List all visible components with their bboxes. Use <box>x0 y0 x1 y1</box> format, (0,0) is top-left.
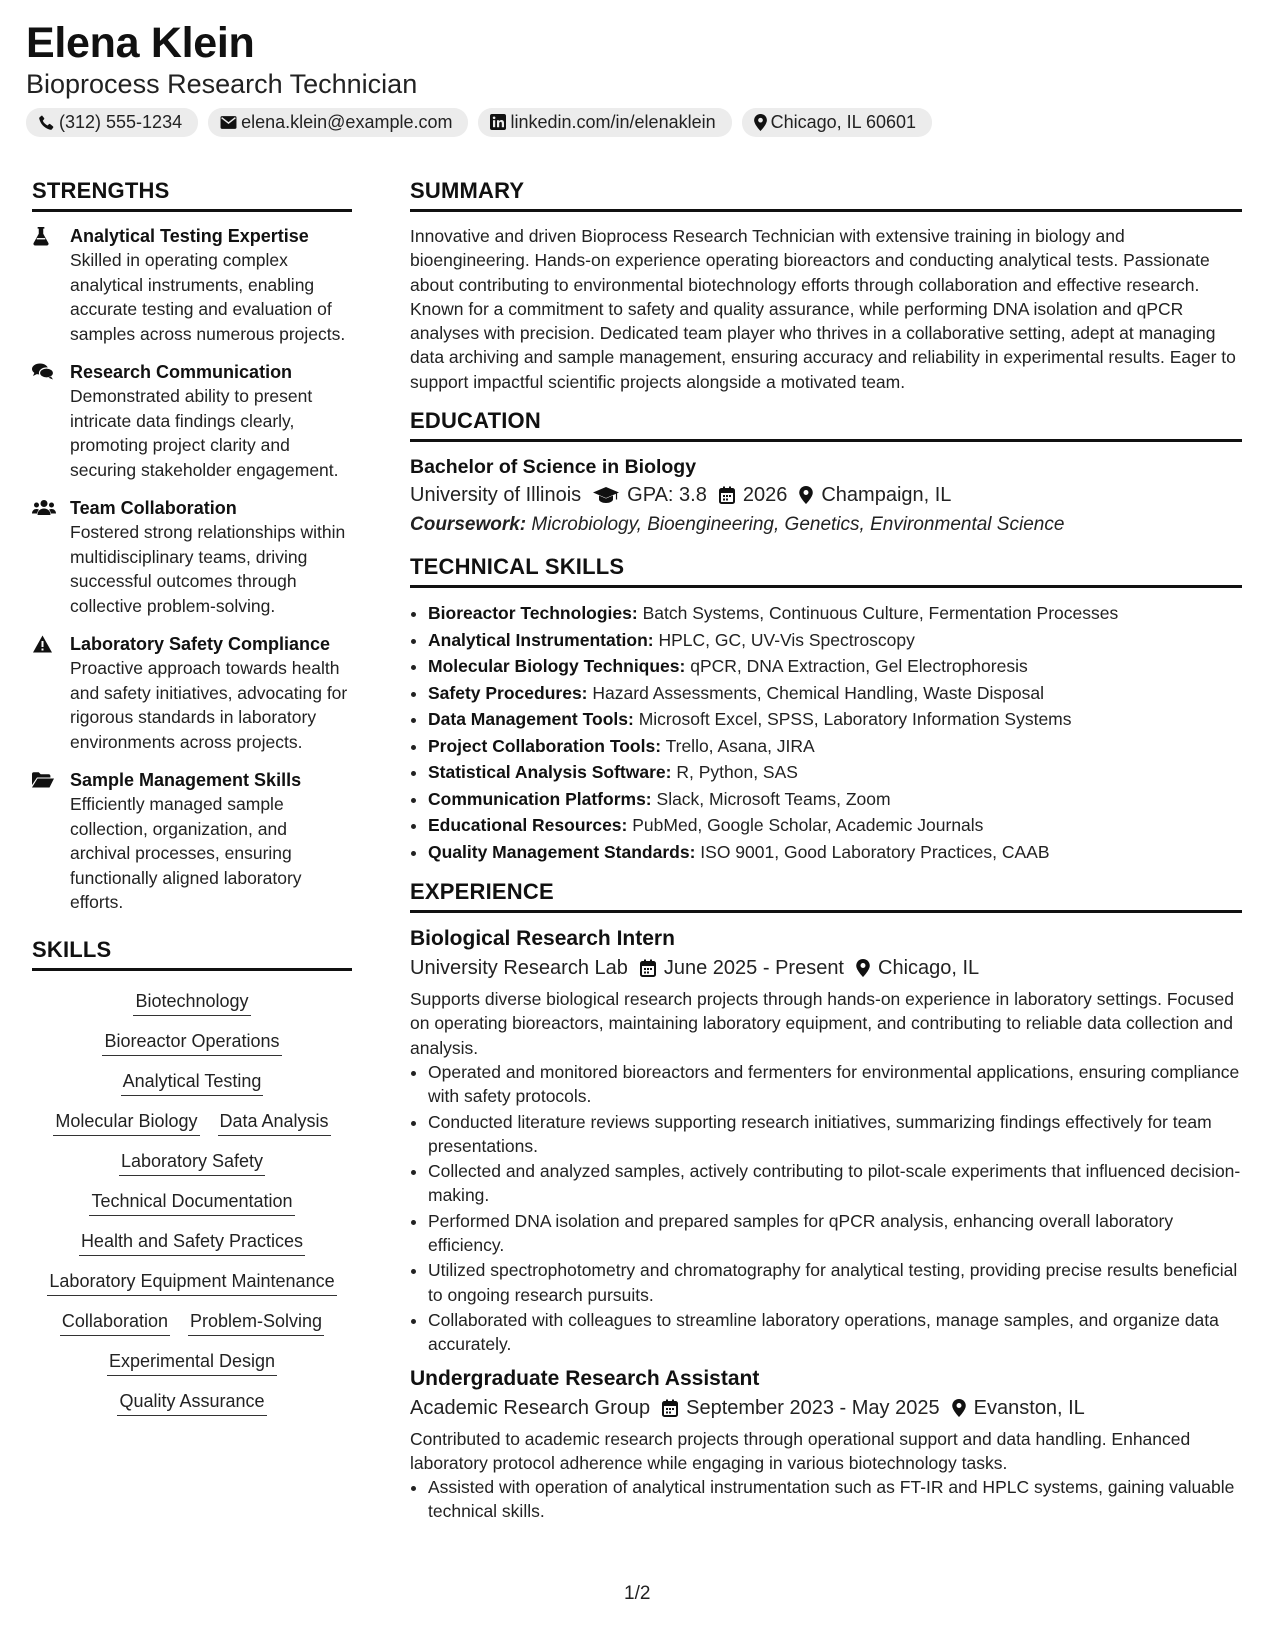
education-heading: EDUCATION <box>410 408 1242 442</box>
strength-description: Efficiently managed sample collection, organization, and archival processes, ensuring functionally aligned laboratory efforts. <box>70 794 302 912</box>
education-section <box>410 408 1242 540</box>
job-organization: University Research Lab <box>410 957 628 980</box>
experience-entry <box>410 1365 1242 1524</box>
skill-value: R, Python, SAS <box>676 762 798 783</box>
graduation-year: 2026 <box>742 484 788 507</box>
map-pin-icon <box>856 959 870 977</box>
education-meta <box>410 480 1242 510</box>
map-pin-icon <box>799 486 813 504</box>
strength-item <box>32 224 352 346</box>
job-meta <box>410 1393 1242 1423</box>
list-item: • Collaborated with colleagues to streamline laboratory operations, manage samples, and organize data accurately. <box>428 1308 1242 1357</box>
list-item <box>428 786 1242 813</box>
job-title: Undergraduate Research Assistant <box>410 1366 760 1390</box>
folder-open-icon <box>32 772 54 788</box>
list-item <box>428 653 1242 680</box>
skill-tag: Technical Documentation <box>89 1189 294 1216</box>
skill-value: Batch Systems, Continuous Culture, Fermentation Processes <box>642 603 1119 624</box>
skill-value: HPLC, GC, UV-Vis Spectroscopy <box>658 629 915 650</box>
contact-phone[interactable] <box>26 108 198 137</box>
job-bullets <box>410 1060 1242 1357</box>
experience-entry <box>410 925 1242 1356</box>
skill-tag: Bioreactor Operations <box>102 1029 281 1056</box>
strength-title: Research Communication <box>70 362 293 382</box>
list-item <box>428 839 1242 866</box>
list-item: • Collected and analyzed samples, actively contributing to pilot-scale experiments that influenced decision-making. <box>428 1159 1242 1208</box>
job-dates: June 2025 - Present <box>663 957 844 980</box>
calendar-icon <box>640 959 656 977</box>
strength-title: Laboratory Safety Compliance <box>70 634 331 654</box>
list-item <box>428 759 1242 786</box>
contact-location-text: Chicago, IL 60601 <box>770 111 917 132</box>
skill-label: Communication Platforms: <box>428 788 652 809</box>
list-item <box>428 706 1242 733</box>
strength-title: Analytical Testing Expertise <box>70 226 309 246</box>
summary-text: Innovative and driven Bioprocess Research Technician with extensive training in biology and bioengineering. Hands-on experience operating bioreactors and conducting analytical tests. Passionate about contributing to environmental biotechnology efforts through collaboration and effective research. Known for a commitment to safety and quality assurance, while performing DNA isolation and qPCR analyses with precision. Dedicated team player who thrives in a collaborative setting, adept at managing data archiving and sample management, ensuring accuracy and reliability in experimental results. Eager to support impactful scientific projects alongside a motivated team. <box>410 226 1236 392</box>
job-title: Biological Research Intern <box>410 927 675 951</box>
job-dates: September 2023 - May 2025 <box>686 1396 940 1419</box>
strength-item <box>32 632 352 754</box>
list-item: • Assisted with operation of analytical instrumentation such as FT-IR and HPLC systems, gaining valuable technical skills. <box>428 1475 1242 1524</box>
contact-phone-text: (312) 555-1234 <box>59 111 183 132</box>
skill-value: Trello, Asana, JIRA <box>665 735 815 756</box>
skill-tag: Problem-Solving <box>188 1309 324 1336</box>
skill-label: Statistical Analysis Software: <box>428 762 672 783</box>
list-item: • Utilized spectrophotometry and chromatography for analytical testing, providing precise results beneficial to ongoing research pursuits. <box>428 1258 1242 1307</box>
skill-tag: Experimental Design <box>107 1349 277 1376</box>
skill-tag: Collaboration <box>60 1309 170 1336</box>
calendar-icon <box>662 1399 678 1417</box>
contact-email[interactable] <box>208 108 468 137</box>
users-icon <box>32 499 56 516</box>
skill-tag: Laboratory Safety <box>119 1149 265 1176</box>
strength-item <box>32 360 352 482</box>
skill-value: Hazard Assessments, Chemical Handling, Waste Disposal <box>592 682 1045 703</box>
list-item <box>428 733 1242 760</box>
job-bullets <box>410 1475 1242 1524</box>
map-pin-icon <box>754 114 767 131</box>
envelope-icon <box>220 115 237 130</box>
coursework-list: Microbiology, Bioengineering, Genetics, Environmental Science <box>531 514 1065 536</box>
skill-label: Safety Procedures: <box>428 682 588 703</box>
graduation-cap-icon <box>593 487 619 504</box>
skill-label: Molecular Biology Techniques: <box>428 656 686 677</box>
strengths-heading: STRENGTHS <box>32 178 352 212</box>
strength-item <box>32 768 352 915</box>
experience-section <box>410 879 1242 1524</box>
list-item: • Operated and monitored bioreactors and fermenters for environmental applications, ensuring compliance with safety protocols. <box>428 1060 1242 1109</box>
map-pin-icon <box>952 1399 966 1417</box>
skills-section <box>32 937 352 1416</box>
skill-value: ISO 9001, Good Laboratory Practices, CAAB <box>700 841 1050 862</box>
contact-bar <box>26 108 1256 137</box>
skill-tag: Biotechnology <box>133 989 250 1016</box>
skill-tag: Health and Safety Practices <box>79 1229 305 1256</box>
list-item <box>428 812 1242 839</box>
skill-value: Microsoft Excel, SPSS, Laboratory Information Systems <box>638 709 1072 730</box>
contact-email-text: elena.klein@example.com <box>241 111 453 132</box>
contact-linkedin[interactable] <box>478 108 731 137</box>
education-location: Champaign, IL <box>821 484 952 507</box>
coursework-label: Coursework: <box>410 514 527 536</box>
strengths-section <box>32 178 352 915</box>
technical-skills-heading: TECHNICAL SKILLS <box>410 554 1242 588</box>
technical-skills-section <box>410 554 1242 865</box>
school-name: University of Illinois <box>410 484 582 507</box>
skill-value: PubMed, Google Scholar, Academic Journals <box>632 815 984 836</box>
skill-tag: Analytical Testing <box>121 1069 264 1096</box>
skill-label: Quality Management Standards: <box>428 841 696 862</box>
skill-label: Bioreactor Technologies: <box>428 603 638 624</box>
skill-tag: Molecular Biology <box>53 1109 199 1136</box>
comments-icon <box>32 363 54 380</box>
strength-item <box>32 496 352 618</box>
gpa: GPA: 3.8 <box>627 484 707 507</box>
job-meta <box>410 953 1242 983</box>
page-number: 1/2 <box>624 1583 651 1604</box>
skill-tag: Laboratory Equipment Maintenance <box>47 1269 336 1296</box>
job-organization: Academic Research Group <box>410 1396 651 1419</box>
strength-title: Sample Management Skills <box>70 770 302 790</box>
flask-icon <box>32 227 50 246</box>
left-column <box>32 178 352 1416</box>
experience-heading: EXPERIENCE <box>410 879 1242 913</box>
calendar-icon <box>719 486 735 504</box>
strength-description: Proactive approach towards health and safety initiatives, advocating for rigorous standards in laboratory environments across projects. <box>70 658 348 752</box>
right-column <box>410 178 1242 1532</box>
list-item <box>428 680 1242 707</box>
list-item: • Conducted literature reviews supporting research initiatives, summarizing findings effectively for team presentations. <box>428 1110 1242 1159</box>
warning-icon <box>32 635 53 653</box>
skill-label: Analytical Instrumentation: <box>428 629 654 650</box>
skill-tag: Quality Assurance <box>117 1389 266 1416</box>
list-item <box>428 627 1242 654</box>
skills-list <box>32 983 352 1416</box>
linkedin-icon <box>490 114 506 130</box>
phone-icon <box>38 114 55 131</box>
summary-heading: SUMMARY <box>410 178 1242 212</box>
skills-heading: SKILLS <box>32 937 352 971</box>
list-item <box>428 600 1242 627</box>
skill-value: Slack, Microsoft Teams, Zoom <box>656 788 891 809</box>
skill-tag: Data Analysis <box>218 1109 331 1136</box>
skill-value: qPCR, DNA Extraction, Gel Electrophoresis <box>690 656 1028 677</box>
summary-section <box>410 178 1242 394</box>
degree-title: Bachelor of Science in Biology <box>410 456 697 479</box>
contact-location[interactable] <box>742 108 932 137</box>
job-description: Supports diverse biological research projects through hands-on experience in laboratory settings. Focused on operating bioreactors, maintaining laboratory equipment, and contributing to reliable data collection and analysis. <box>410 989 1234 1058</box>
candidate-title: Bioprocess Research Technician <box>26 68 418 99</box>
strength-description: Fostered strong relationships within multidisciplinary teams, driving successful outcomes through collective problem-solving. <box>70 522 346 616</box>
resume-header <box>26 18 1256 137</box>
strength-title: Team Collaboration <box>70 498 237 518</box>
technical-skills-list <box>410 600 1242 865</box>
job-location: Chicago, IL <box>878 957 980 980</box>
strength-description: Demonstrated ability to present intricate data findings clearly, promoting project clarity and securing stakeholder engagement. <box>70 386 339 480</box>
skill-label: Project Collaboration Tools: <box>428 735 662 756</box>
job-location: Evanston, IL <box>973 1396 1085 1419</box>
coursework <box>410 510 1242 540</box>
contact-linkedin-text: linkedin.com/in/elenaklein <box>510 111 716 132</box>
strength-description: Skilled in operating complex analytical instruments, enabling accurate testing and evaluation of samples across numerous projects. <box>70 250 346 344</box>
candidate-name: Elena Klein <box>26 19 255 67</box>
list-item: • Performed DNA isolation and prepared samples for qPCR analysis, enhancing overall laboratory efficiency. <box>428 1209 1242 1258</box>
skill-label: Data Management Tools: <box>428 709 634 730</box>
skill-label: Educational Resources: <box>428 815 628 836</box>
job-description: Contributed to academic research projects through operational support and data handling. Enhanced laboratory protocol adherence while engaging in various biotechnology tasks. <box>410 1428 1191 1473</box>
